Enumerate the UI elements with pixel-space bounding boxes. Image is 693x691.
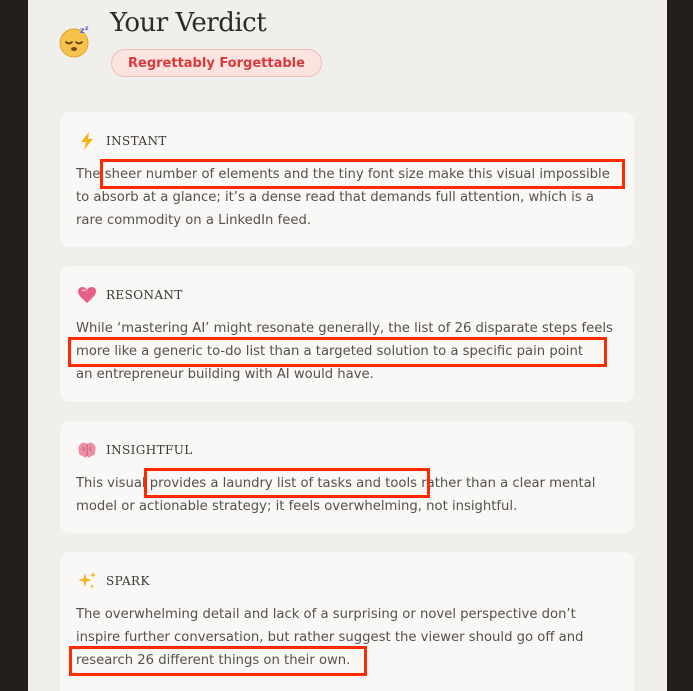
highlighted-phrase: research 26 different things on their own. bbox=[76, 653, 351, 668]
card-text-line: an entrepreneur building with AI would have. bbox=[76, 367, 374, 382]
card-spark bbox=[60, 552, 634, 691]
card-label: RESONANT bbox=[106, 288, 183, 302]
sleeping-face-icon bbox=[58, 24, 92, 58]
card-text-line: The sheer number of elements and the tiny font size make this visual impossible bbox=[76, 167, 610, 182]
page-title: Your Verdict bbox=[110, 8, 267, 38]
card-text-line: model or actionable strategy; it feels overwhelming, not insightful. bbox=[76, 499, 518, 514]
svg-text:z: z bbox=[85, 25, 89, 32]
highlighted-phrase: provides a laundry list of tasks and tools bbox=[149, 476, 418, 491]
card-insightful bbox=[60, 421, 634, 533]
card-label: SPARK bbox=[106, 574, 150, 588]
card-text-line: inspire further conversation, but rather suggest the viewer should go off and bbox=[76, 630, 584, 645]
card-text-line: This visual provides a laundry list of tasks and tools rather than a clear mental bbox=[76, 476, 596, 491]
lightning-icon bbox=[76, 130, 98, 152]
card-header bbox=[76, 439, 193, 461]
sparkles-icon bbox=[76, 570, 98, 592]
svg-text:z: z bbox=[80, 26, 85, 35]
card-text-line: While ‘mastering AI’ might resonate generally, the list of 26 disparate steps feels bbox=[76, 321, 613, 336]
card-header bbox=[76, 570, 150, 592]
verdict-header bbox=[28, 0, 667, 100]
card-text-line bbox=[76, 649, 350, 672]
verdict-panel bbox=[28, 0, 667, 691]
heart-icon bbox=[76, 284, 98, 306]
card-resonant bbox=[60, 266, 634, 402]
card-text-line bbox=[76, 340, 583, 363]
card-text-line: The overwhelming detail and lack of a surprising or novel perspective don’t bbox=[76, 607, 576, 622]
card-text-line: rare commodity on a LinkedIn feed. bbox=[76, 213, 312, 228]
card-header bbox=[76, 284, 183, 306]
card-label: INSIGHTFUL bbox=[106, 443, 193, 457]
card-instant bbox=[60, 112, 634, 247]
card-text-line: to absorb at a glance; it’s a dense read that demands full attention, which is a bbox=[76, 190, 594, 205]
highlighted-phrase: more like a generic to-do list than a targeted solution to a specific pain point bbox=[76, 344, 583, 359]
highlighted-phrase: sheer number of elements and the tiny font size make this visual impossible bbox=[104, 167, 610, 182]
card-header bbox=[76, 130, 167, 152]
card-label: INSTANT bbox=[106, 134, 167, 148]
verdict-badge: Regrettably Forgettable bbox=[111, 49, 322, 77]
brain-icon bbox=[76, 439, 98, 461]
